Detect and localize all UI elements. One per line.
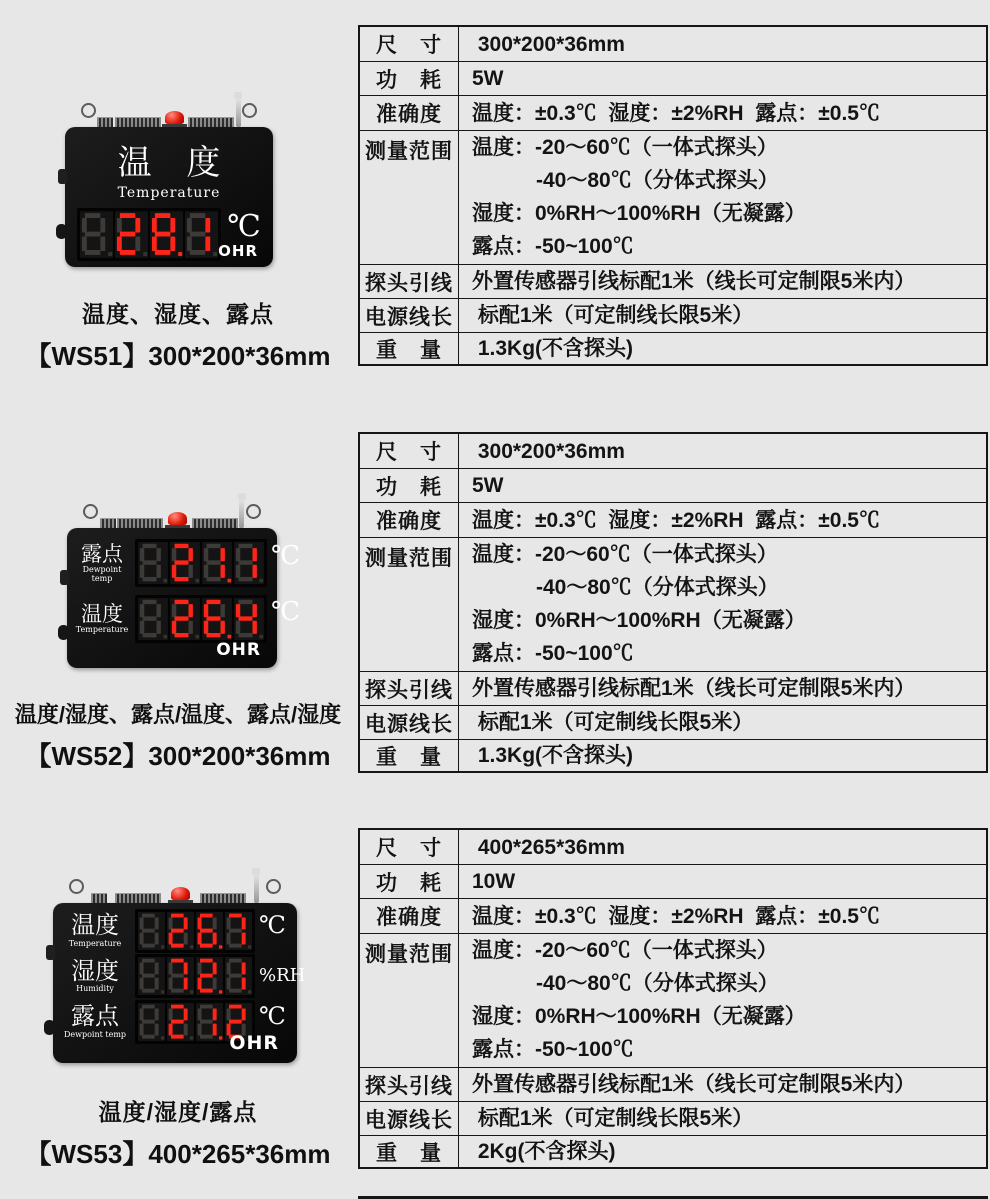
row-header: 尺 寸 — [360, 434, 459, 468]
value-line: 外置传感器引线标配1米（线长可定制限5米内） — [472, 677, 916, 700]
table-row — [360, 864, 986, 898]
row-value — [459, 1102, 986, 1135]
unit-label: ℃ — [259, 910, 286, 939]
value-line: -40～80℃（分体式探头） — [536, 169, 779, 192]
led-digit — [196, 957, 223, 995]
row-label-cn: 温度 — [81, 602, 123, 627]
value-line: -40～80℃（分体式探头） — [536, 972, 779, 995]
value-line: 温度：-20～60℃（一体式探头） — [472, 136, 778, 159]
row-label-cn: 温度 — [71, 911, 119, 940]
table-row — [360, 1067, 986, 1101]
led-display — [135, 595, 267, 643]
row-label-cn: 湿度 — [71, 956, 119, 985]
table-row — [360, 1135, 986, 1167]
row-value — [459, 538, 986, 671]
row-value — [459, 830, 986, 864]
side-connector-icon — [44, 1020, 55, 1035]
alarm-lamp-icon — [162, 111, 187, 127]
value-line: 外置传感器引线标配1米（线长可定制限5米内） — [472, 270, 916, 293]
alarm-dome — [165, 111, 184, 124]
table-row — [360, 933, 986, 1067]
display-row — [73, 539, 301, 587]
led-digit — [234, 542, 264, 584]
alarm-dome — [168, 512, 187, 525]
panel-title-cn: 温 度 — [117, 143, 233, 183]
side-connector-icon — [58, 169, 67, 184]
row-header: 准确度 — [360, 96, 459, 130]
led-digit — [138, 1003, 165, 1041]
terminal-block-icon — [192, 518, 238, 528]
unit-label: ℃ — [271, 541, 301, 572]
unit-label: ℃ — [271, 596, 301, 627]
terminal-block-icon — [91, 893, 107, 903]
table-row — [360, 537, 986, 671]
row-value — [459, 899, 986, 933]
product-caption — [0, 698, 356, 773]
led-digit — [138, 957, 165, 995]
led-digit — [167, 912, 194, 950]
alarm-dome — [171, 887, 190, 900]
caption-model-size: 【WS53】400*265*36mm — [25, 1139, 331, 1169]
hanging-ring-icon — [242, 103, 257, 118]
antenna-probe-icon — [236, 94, 241, 127]
display-row — [59, 909, 291, 953]
row-header: 重 量 — [360, 740, 459, 771]
terminal-block-icon — [115, 117, 161, 127]
led-digit — [225, 957, 252, 995]
ohr-logo: OHR — [216, 640, 261, 660]
mount-hardware — [65, 101, 273, 127]
spec-table — [358, 432, 988, 773]
display-row — [59, 954, 306, 998]
row-value — [459, 265, 986, 298]
table-row — [360, 502, 986, 537]
panel-title-en: Temperature — [117, 185, 221, 201]
value-line: 温度：-20～60℃（一体式探头） — [472, 939, 778, 962]
row-value — [459, 434, 986, 468]
caption-model-size: 【WS51】300*200*36mm — [25, 341, 331, 371]
terminal-block-icon — [188, 117, 234, 127]
hanging-ring-icon — [69, 879, 84, 894]
side-connector-icon — [56, 224, 67, 239]
row-value — [459, 706, 986, 739]
table-row — [360, 830, 986, 864]
table-row — [360, 95, 986, 130]
led-digit — [170, 598, 200, 640]
row-header: 探头引线 — [360, 1068, 459, 1101]
led-digit — [80, 211, 113, 258]
hanging-ring-icon — [266, 879, 281, 894]
row-header: 重 量 — [360, 1136, 459, 1167]
table-row — [360, 434, 986, 468]
unit-label: %RH — [259, 965, 306, 986]
row-header: 重 量 — [360, 333, 459, 364]
led-digit — [202, 598, 232, 640]
led-display-panel — [65, 127, 273, 267]
row-value — [459, 131, 986, 264]
table-row — [360, 739, 986, 771]
value-line: 标配1米（可定制线长限5米） — [472, 1107, 754, 1130]
led-display — [135, 539, 267, 587]
row-value — [459, 62, 986, 95]
row-value — [459, 1136, 986, 1167]
value-line: 湿度：0%RH～100%RH（无凝露） — [472, 609, 806, 632]
row-label-cn: 露点 — [71, 1002, 119, 1031]
value-line: 300*200*36mm — [472, 439, 625, 463]
row-header: 测量范围 — [360, 538, 459, 671]
value-line: 400*265*36mm — [472, 835, 625, 859]
led-digit — [202, 542, 232, 584]
value-line: 外置传感器引线标配1米（线长可定制限5米内） — [472, 1073, 916, 1096]
row-header: 测量范围 — [360, 934, 459, 1067]
row-label — [59, 913, 131, 947]
row-header: 准确度 — [360, 503, 459, 537]
value-line: 5W — [472, 474, 504, 497]
led-digit — [225, 912, 252, 950]
row-value — [459, 740, 986, 771]
display-row — [73, 595, 301, 643]
row-value — [459, 1068, 986, 1101]
led-display — [135, 954, 255, 998]
hanging-ring-icon — [83, 504, 98, 519]
led-display-panel — [53, 903, 306, 1063]
table-row — [360, 298, 986, 332]
row-header: 测量范围 — [360, 131, 459, 264]
row-header: 探头引线 — [360, 672, 459, 705]
value-line: 温度：±0.3℃ 湿度：±2%RH 露点：±0.5℃ — [472, 101, 880, 125]
led-digit — [167, 1003, 194, 1041]
value-line: 温度：-20～60℃（一体式探头） — [472, 543, 778, 566]
alarm-lamp-icon — [168, 887, 193, 903]
hanging-ring-icon — [246, 504, 261, 519]
value-line: 露点：-50~100℃ — [472, 1038, 634, 1061]
spec-table — [358, 828, 988, 1169]
row-value — [459, 503, 986, 537]
table-row — [360, 1101, 986, 1135]
value-line: 湿度：0%RH～100%RH（无凝露） — [472, 202, 806, 225]
row-label-en: Temperature — [68, 938, 122, 948]
value-line: 标配1米（可定制线长限5米） — [472, 304, 754, 327]
spec-table — [358, 25, 988, 366]
row-value — [459, 27, 986, 61]
unit-label: ℃ — [259, 1001, 286, 1030]
row-header: 尺 寸 — [360, 27, 459, 61]
table-row — [360, 705, 986, 739]
value-line: 露点：-50~100℃ — [472, 642, 634, 665]
mount-hardware — [53, 877, 297, 903]
row-value — [459, 934, 986, 1067]
row-label — [73, 603, 131, 634]
row-header: 功 耗 — [360, 469, 459, 502]
table-row — [360, 332, 986, 364]
led-display — [135, 909, 255, 953]
value-line: 5W — [472, 67, 504, 90]
table-row — [360, 27, 986, 61]
value-line: -40～80℃（分体式探头） — [536, 576, 779, 599]
caption-features: 温度/湿度/露点 — [98, 1099, 258, 1125]
row-label — [59, 1004, 131, 1038]
row-label-cn: 露点 — [81, 542, 123, 567]
row-header: 电源线长 — [360, 299, 459, 332]
row-value — [459, 469, 986, 502]
led-digit — [167, 957, 194, 995]
side-connector-icon — [46, 945, 55, 960]
table-row — [360, 61, 986, 95]
caption-features: 温度、湿度、露点 — [82, 301, 274, 327]
led-digit — [115, 211, 148, 258]
row-label — [59, 956, 131, 993]
value-line: 湿度：0%RH～100%RH（无凝露） — [472, 1005, 806, 1028]
row-label-en: Humidity — [76, 984, 114, 993]
antenna-probe-icon — [254, 870, 259, 903]
table-row — [360, 898, 986, 933]
row-header: 尺 寸 — [360, 830, 459, 864]
table-row — [360, 468, 986, 502]
led-digit — [138, 598, 168, 640]
value-line: 标配1米（可定制线长限5米） — [472, 711, 754, 734]
row-header: 电源线长 — [360, 706, 459, 739]
row-header: 功 耗 — [360, 865, 459, 898]
led-digit — [150, 211, 183, 258]
caption-model-size: 【WS52】300*200*36mm — [25, 741, 331, 771]
row-label-en: Dewpoint temp — [63, 1029, 127, 1039]
led-digit — [196, 1003, 223, 1041]
table-row — [360, 264, 986, 298]
ohr-logo: OHR — [218, 242, 258, 260]
led-digit — [170, 542, 200, 584]
ohr-logo: OHR — [229, 1032, 279, 1054]
value-line: 温度：±0.3℃ 湿度：±2%RH 露点：±0.5℃ — [472, 904, 880, 928]
led-digit — [234, 598, 264, 640]
row-header: 准确度 — [360, 899, 459, 933]
antenna-probe-icon — [239, 495, 244, 528]
row-value — [459, 672, 986, 705]
hanging-ring-icon — [81, 103, 96, 118]
led-digit — [185, 211, 218, 258]
row-label-en: Dewpoint temp — [82, 565, 122, 584]
value-line: 300*200*36mm — [472, 32, 625, 56]
row-value — [459, 299, 986, 332]
led-display-panel — [67, 528, 301, 668]
table-row — [360, 671, 986, 705]
unit-label: ℃ — [227, 209, 261, 244]
row-header: 探头引线 — [360, 265, 459, 298]
row-label — [73, 543, 131, 583]
row-value — [459, 96, 986, 130]
terminal-block-icon — [115, 893, 161, 903]
row-label-en: Temperature — [75, 625, 129, 635]
row-value — [459, 333, 986, 364]
terminal-block-icon — [200, 893, 246, 903]
value-line: 露点：-50~100℃ — [472, 235, 634, 258]
value-line: 温度：±0.3℃ 湿度：±2%RH 露点：±0.5℃ — [472, 508, 880, 532]
value-line: 2Kg(不含探头) — [472, 1140, 616, 1163]
led-digit — [196, 912, 223, 950]
side-connector-icon — [58, 625, 69, 640]
alarm-lamp-icon — [165, 512, 190, 528]
terminal-block-icon — [100, 518, 116, 528]
value-line: 10W — [472, 870, 516, 893]
caption-features: 温度/湿度、露点/温度、露点/湿度 — [14, 702, 342, 727]
terminal-block-icon — [97, 117, 113, 127]
side-connector-icon — [60, 570, 69, 585]
led-display — [77, 208, 221, 261]
row-header: 电源线长 — [360, 1102, 459, 1135]
table-row — [360, 130, 986, 264]
value-line: 1.3Kg(不含探头) — [472, 744, 634, 767]
mount-hardware — [67, 502, 277, 528]
led-digit — [138, 912, 165, 950]
row-header: 功 耗 — [360, 62, 459, 95]
product-caption — [0, 296, 356, 373]
row-value — [459, 865, 986, 898]
led-digit — [138, 542, 168, 584]
value-line: 1.3Kg(不含探头) — [472, 337, 634, 360]
terminal-block-icon — [117, 518, 163, 528]
product-caption — [0, 1094, 356, 1171]
